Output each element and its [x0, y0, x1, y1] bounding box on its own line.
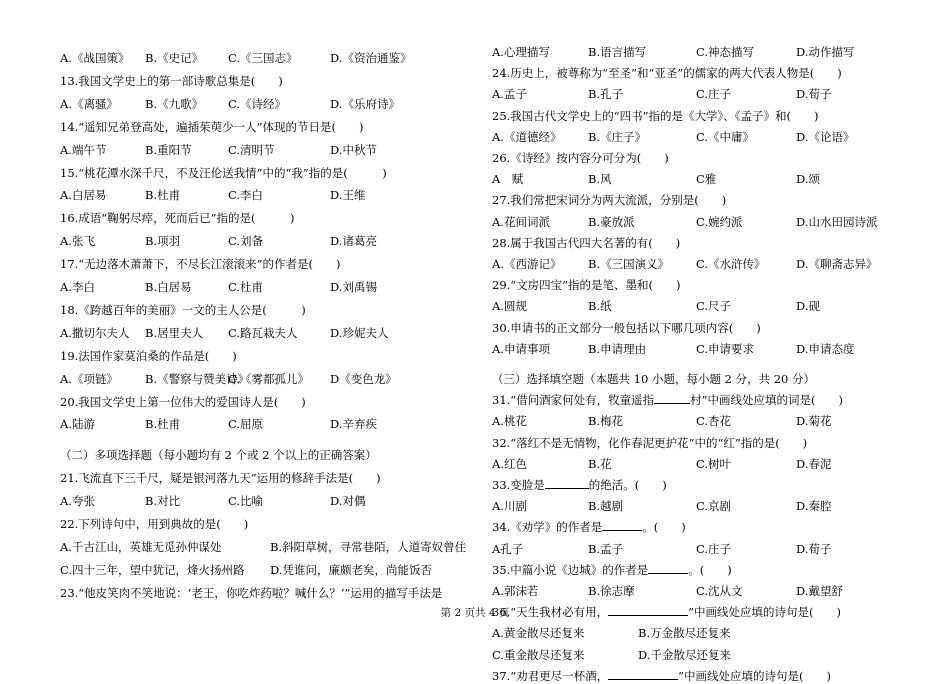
option: D.诸葛亮 [330, 234, 377, 249]
option: C.杜甫 [228, 280, 264, 294]
answer-blank [602, 519, 642, 531]
option: C.《水浒传》 [696, 257, 766, 271]
question-line: 13.我国文学史上的第一部诗歌总集是( ) [60, 73, 283, 88]
question-line: 28.属于我国古代四大名著的有( ) [492, 235, 681, 250]
option: A.《道德经》 [492, 129, 562, 144]
option: C.《雾都孤儿》 [228, 371, 310, 386]
option: D.对偶 [330, 494, 366, 509]
option: B.《庄子》 [588, 129, 647, 144]
answer-blank [648, 562, 688, 574]
option: D.《资治通鉴》 [330, 51, 412, 65]
option: C.杏花 [696, 414, 732, 429]
option: B.《警察与赞美诗》 [145, 371, 250, 386]
option: C.婉约派 [696, 214, 743, 229]
option: D.秦腔 [796, 499, 832, 514]
question-line: 19.法国作家莫泊桑的作品是( ) [60, 348, 237, 363]
option: D.动作描写 [796, 45, 855, 59]
option: A 赋 [492, 172, 524, 187]
option: A.红色 [492, 456, 527, 471]
option: D《变色龙》 [330, 371, 397, 386]
option: A.郭沫若 [492, 584, 539, 598]
option: A孔子 [492, 541, 524, 556]
question-text: 村”中画线处应填的词是( ) [690, 393, 844, 408]
option: C.屈原 [228, 417, 264, 432]
option: B.申请理由 [588, 341, 647, 356]
option: A.撒切尔夫人 [60, 325, 130, 340]
option: D.山水田园诗派 [796, 214, 878, 229]
option: A.张飞 [60, 234, 95, 249]
option: B.孟子 [588, 541, 624, 556]
option: B.白居易 [145, 280, 192, 294]
option: A.夸张 [60, 494, 95, 509]
option: B.徐志摩 [588, 584, 635, 598]
option: D.中秋节 [330, 142, 377, 157]
option: D.刘禹锡 [330, 280, 377, 294]
answer-blank [654, 392, 690, 404]
option: A.孟子 [492, 87, 527, 102]
option: A.花间词派 [492, 214, 550, 229]
option: A.李白 [60, 280, 95, 294]
option: C.京剧 [696, 499, 732, 514]
option: D.菊花 [796, 414, 832, 429]
option: B.万金散尽还复来 [638, 626, 731, 641]
fill-blank-question [492, 477, 667, 493]
option: D.辛弃疾 [330, 417, 377, 432]
option: D.荀子 [796, 541, 832, 556]
question-line: 20.我国文学史上第一位伟大的爱国诗人是( ) [60, 394, 306, 409]
question-line: （二）多项选择题（每小题均有 2 个或 2 个以上的正确答案） [60, 448, 377, 463]
option: C.庄子 [696, 541, 732, 556]
option: C.《三国志》 [228, 51, 298, 65]
option: D.戴望舒 [796, 584, 843, 598]
page-footer: 第 2 页共 4 页 [440, 607, 510, 619]
question-line: 24.历史上，被尊称为“至圣”和“亚圣”的儒家的两大代表人物是( ) [492, 66, 842, 81]
option: A.桃花 [492, 414, 527, 429]
question-text: ”中画线处应填的诗句是( ) [678, 668, 832, 683]
option: B.居里夫人 [145, 325, 204, 340]
option: A.端午节 [60, 142, 107, 157]
option: A.《战国策》 [60, 51, 130, 65]
option: B.《九歌》 [145, 96, 204, 111]
option: A.黄金散尽还复来 [492, 626, 585, 641]
option: A.圆规 [492, 299, 527, 314]
option: C.沈从文 [696, 584, 743, 598]
question-text: 。( ) [642, 520, 686, 535]
question-line: 15.“桃花潭水深千尺，不及汪伦送我情”中的“我”指的是( ) [60, 165, 387, 180]
question-line: 32.“落红不是无情物，化作春泥更护花”中的“红”指的是( ) [492, 435, 808, 450]
question-text: 34.《劝学》的作者是 [492, 520, 603, 535]
question-text: 37.“劝君更尽一杯酒， [492, 668, 609, 683]
option: C.树叶 [696, 456, 732, 471]
question-text: 33.变脸是 [492, 478, 545, 492]
option: B.孔子 [588, 87, 624, 102]
option: C.比喻 [228, 494, 264, 509]
option: C.清明节 [228, 142, 275, 157]
question-line: 26.《诗经》按内容分可分为( ) [492, 151, 669, 165]
option: A.陆游 [60, 417, 95, 432]
question-text: 31.“借问酒家何处有，牧童遥指 [492, 393, 655, 408]
question-line: 27.我们常把宋词分为两大流派，分别是( ) [492, 193, 727, 208]
option: D.春泥 [796, 456, 832, 471]
question-text: 35.中篇小说《边城》的作者是 [492, 562, 649, 577]
option: C.重金散尽还复来 [492, 647, 585, 662]
option: D.王维 [330, 188, 366, 203]
option: B.花 [588, 456, 612, 471]
option: C.神态描写 [696, 45, 755, 59]
question-text: 36.“天生我材必有用， [492, 605, 609, 620]
fill-blank-question [492, 392, 843, 408]
question-line: 22.下列诗句中，用到典故的是( ) [60, 517, 249, 531]
option: B.项羽 [145, 234, 181, 249]
question-line: 16.成语“鞠躬尽瘁，死而后已”指的是( ) [60, 211, 295, 226]
option: A.申请事项 [492, 341, 550, 356]
fill-blank-question [492, 519, 686, 535]
option: B.梅花 [588, 414, 624, 429]
option: A.《项链》 [60, 371, 118, 386]
option: D.千金散尽还复来 [638, 647, 731, 662]
question-line: 17.“无边落木萧萧下，不尽长江滚滚来”的作者是( ) [60, 257, 341, 272]
option: D.凭谁问，廉颇老矣，尚能饭否 [270, 562, 432, 577]
option: D.荀子 [796, 87, 832, 102]
option: B.《史记》 [145, 51, 204, 65]
question-line: 29.“文房四宝”指的是笔、墨和( ) [492, 278, 681, 293]
option: A.《西游记》 [492, 257, 562, 271]
option: B.语言描写 [588, 45, 647, 59]
option: B.重阳节 [145, 142, 192, 157]
option: C.《诗经》 [228, 96, 287, 111]
fill-blank-question [492, 668, 831, 684]
option: A.川剧 [492, 499, 527, 514]
option: A.心理描写 [492, 45, 550, 59]
option: A.《离骚》 [60, 96, 118, 111]
question-text: ”中画线处应填的诗句是( ) [688, 605, 842, 620]
option: B.越剧 [588, 499, 624, 514]
question-line: 21.飞流直下三千尺，疑是银河落九天”运用的修辞手法是( ) [60, 471, 381, 486]
option: B.纸 [588, 299, 612, 314]
option: B.杜甫 [145, 417, 181, 432]
option: C.刘备 [228, 234, 264, 249]
option: A.白居易 [60, 188, 107, 203]
answer-blank [545, 477, 589, 489]
option: B.风 [588, 172, 612, 187]
question-text: 。( ) [688, 562, 732, 577]
option: B.对比 [145, 494, 181, 509]
question-line: 23.“他皮笑肉不笑地说：‘老王，你吃炸药啦？喊什么？’”运用的描写手法是 [60, 585, 443, 600]
option: D.《乐府诗》 [330, 96, 400, 111]
option: D.申请态度 [796, 341, 855, 356]
option: C.申请要求 [696, 341, 755, 356]
option: D.珍妮夫人 [330, 325, 389, 340]
question-text: 的绝活。( ) [588, 478, 667, 492]
option: A.千古江山，英雄无觅孙仲谋处 [60, 539, 222, 554]
question-line: 18.《跨越百年的美丽》一文的主人公是( ) [60, 302, 306, 317]
fill-blank-question [492, 562, 732, 578]
question-line: 30.申请书的正文部分一般包括以下哪几项内容( ) [492, 320, 761, 335]
option: B.《三国演义》 [588, 257, 670, 271]
option: D.《聊斋志异》 [796, 257, 878, 271]
option: C.四十三年，望中犹记，烽火扬州路 [60, 562, 245, 577]
option: C.庄子 [696, 87, 732, 102]
question-line: 25.我国古代文学史上的“四书”指的是《大学》、《孟子》和( ) [492, 108, 819, 123]
option: D.颂 [796, 172, 820, 187]
option: B.斜阳草树，寻常巷陌，人道寄奴曾住 [270, 539, 467, 554]
option: C.尺子 [696, 299, 732, 314]
option: C.《中庸》 [696, 129, 755, 144]
question-line: （三）选择填空题（本题共 10 小题，每小题 2 分，共 20 分） [492, 372, 816, 386]
option: D.砚 [796, 299, 820, 314]
option: D.《论语》 [796, 129, 855, 144]
question-line: 14.“遥知兄弟登高处，遍插茱萸少一人”体现的节日是( ) [60, 119, 364, 134]
option: C.李白 [228, 188, 264, 203]
answer-blank [608, 668, 678, 680]
option: C雅 [696, 172, 717, 187]
option: C.路瓦栽夫人 [228, 325, 298, 340]
option: B.杜甫 [145, 188, 181, 203]
option: B.豪放派 [588, 214, 635, 229]
